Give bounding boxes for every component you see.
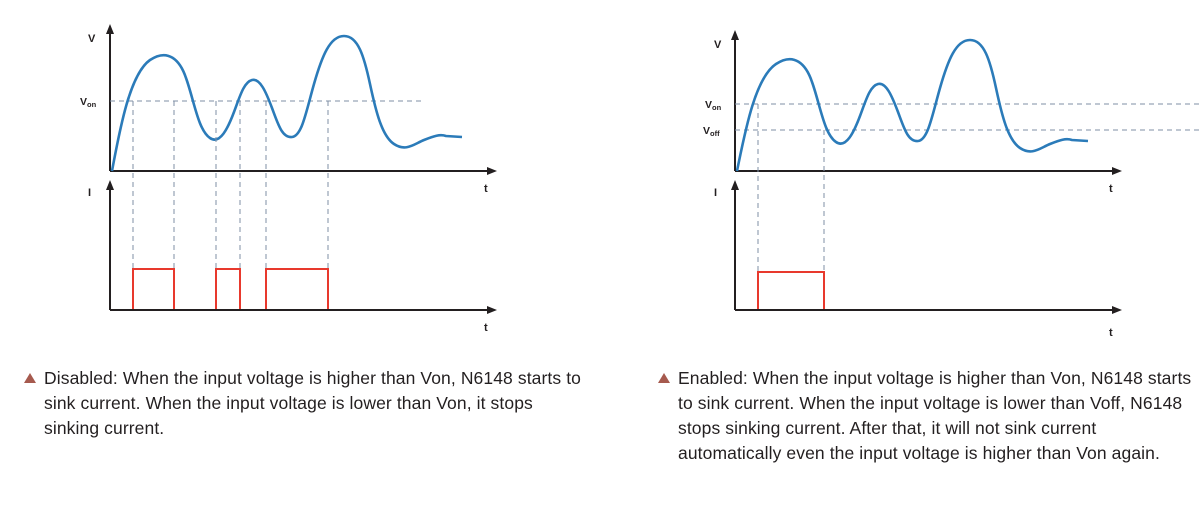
voltage-axis-y-label: V: [88, 33, 96, 45]
crossing-guides-2: [758, 104, 824, 308]
voltage-axis-group-2: [731, 30, 1122, 175]
current-axis-x-label: t: [484, 322, 488, 334]
current-axis-group-2: [731, 180, 1122, 314]
enabled-panel: [600, 0, 1200, 520]
current-axis-y-label: I: [88, 187, 92, 199]
current-pulses: [133, 269, 328, 309]
enabled-caption: [658, 366, 1194, 465]
von-level-label: Von: [80, 96, 97, 109]
voltage-axis-y-label-2: V: [714, 39, 722, 51]
current-axis-y-label-2: I: [714, 187, 718, 199]
disabled-caption-text: Disabled: When the input voltage is higher than Von, N6148 starts to sink current. When the input voltage is lower than Von, it stops sinking current.: [44, 368, 581, 438]
triangle-bullet-icon: [658, 373, 670, 383]
triangle-bullet-icon: [24, 373, 36, 383]
disabled-figure: [0, 8, 600, 353]
voltage-axis-x-label: t: [484, 183, 488, 195]
voff-level-label-2: Voff: [703, 125, 720, 138]
disabled-caption: [24, 366, 584, 441]
voltage-axis-x-label-2: t: [1109, 183, 1113, 195]
current-axis-x-label-2: t: [1109, 327, 1113, 339]
current-axis-group: [106, 180, 497, 314]
current-pulses-2: [758, 272, 824, 309]
voltage-waveform: [112, 36, 462, 171]
voltage-waveform-2: [737, 40, 1088, 171]
enabled-figure: [600, 8, 1200, 353]
enabled-caption-text: Enabled: When the input voltage is higher than Von, N6148 starts to sink current. When the input voltage is lower than Voff, N6148 stops sinking current. After that, it will not sink current automatically even the input voltage is higher than Von again.: [678, 368, 1192, 463]
von-level-label-2: Von: [705, 99, 722, 112]
voltage-axis-group: [106, 24, 497, 175]
